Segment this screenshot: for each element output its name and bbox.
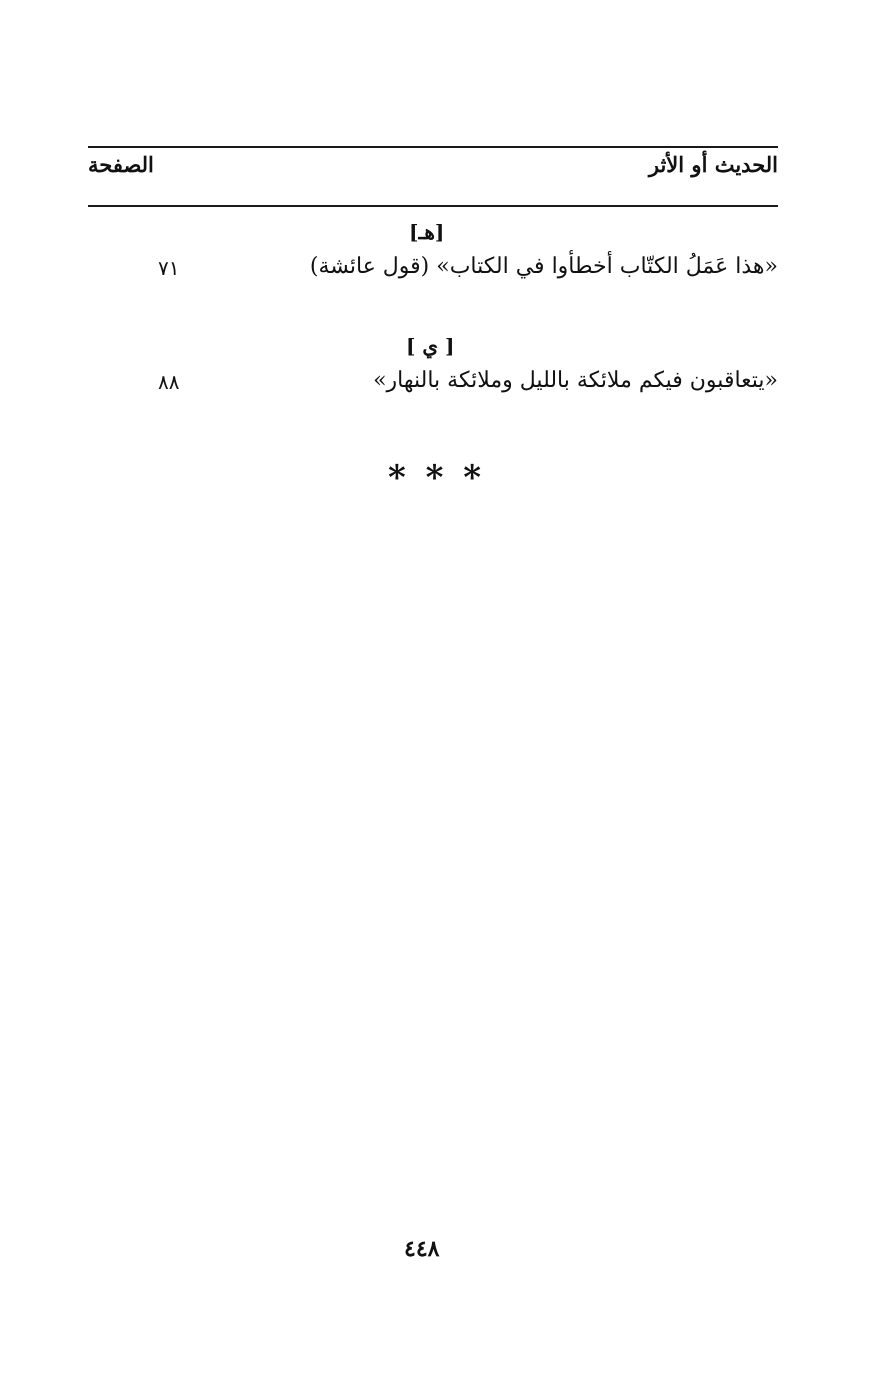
section-letter-heh: [هـ] (409, 220, 445, 244)
index-entry-page: ٧١ (158, 256, 180, 280)
table-header-rule (88, 205, 778, 207)
index-entry-text: «يتعاقبون فيكم ملائكة بالليل وملائكة بالنهار» (373, 368, 778, 393)
page-number: ٤٤٨ (404, 1236, 440, 1262)
section-letter-ya: [ ي ] (406, 334, 455, 358)
index-entry-page: ٨٨ (158, 370, 180, 394)
page-column-header: الصفحة (88, 152, 154, 177)
hadith-column-header: الحديث أو الأثر (648, 152, 778, 177)
index-entry-text: «هذا عَمَلُ الكتّاب أخطأوا في الكتاب» (قول عائشة) (309, 254, 778, 279)
table-top-rule (88, 146, 778, 148)
section-separator: * * * (388, 458, 486, 498)
